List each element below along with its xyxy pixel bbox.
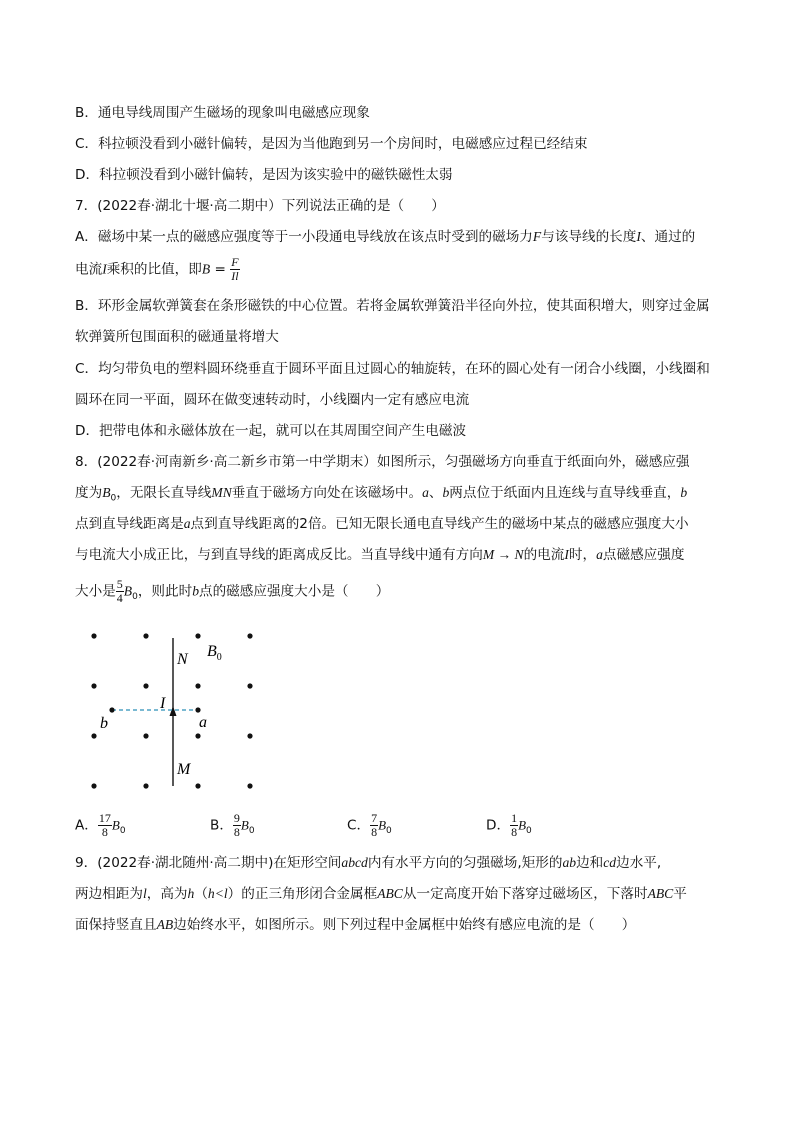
q8-stem-line4: 与电流大小成正比，与到直导线的距离成反比。当直导线中通有方向M → N的电流I时，a点磁感应强度	[75, 547, 685, 563]
point-b-dot	[109, 707, 114, 712]
fraction: $\frac{17}{8}$	[98, 811, 111, 839]
fraction: $\frac{1}{8}$	[511, 811, 518, 839]
label-i: I	[160, 695, 166, 712]
q8-option-d[interactable]: D． $\frac{1}{8}$ $B_0$	[486, 811, 532, 839]
q8-option-c[interactable]: C． $\frac{7}{8}$ $B_0$	[347, 811, 392, 839]
q8-option-b[interactable]: B． $\frac{9}{8}$ $B_0$	[210, 811, 255, 839]
fraction-5-over-4: $\frac{5}{4}$	[116, 577, 123, 605]
fraction: $\frac{9}{8}$	[233, 811, 240, 839]
q6-option-c: C．科拉顿没看到小磁针偏转，是因为当他跑到另一个房间时，电磁感应过程已经结束	[75, 136, 588, 152]
q7-option-b-line1: B．环形金属软弹簧套在条形磁铁的中心位置。若将金属软弹簧沿半径向外拉，使其面积增大，则穿过金属	[75, 298, 710, 314]
q7-option-c-line2: 圆环在同一平面，圆环在做变速转动时，小线圈内一定有感应电流	[75, 392, 470, 408]
q9-stem-line1: 9．(2022春·湖北随州·高二期中)在矩形空间abcd内有水平方向的匀强磁场,矩形的ab边和cd边水平,	[75, 855, 662, 871]
q6-option-d: D．科拉顿没看到小磁针偏转，是因为该实验中的磁铁磁性太弱	[75, 167, 453, 183]
q7-option-b-line2: 软弹簧所包围面积的磁通量将增大	[75, 329, 279, 345]
q8-stem-line5: 大小是 $\frac{5}{4}$ $B_0$，则此时b点的磁感应强度大小是（ ）	[75, 577, 390, 605]
q7-option-d: D．把带电体和永磁体放在一起，就可以在其周围空间产生电磁波	[75, 423, 467, 439]
q9-stem-line3: 面保持竖直且AB边始终水平，如图所示。则下列过程中金属框中始终有感应电流的是（ ）	[75, 917, 636, 933]
q7-stem: 7．(2022春·湖北十堰·高二期中）下列说法正确的是（ ）	[75, 198, 445, 214]
q7-option-c-line1: C．均匀带负电的塑料圆环绕垂直于圆环平面且过圆心的轴旋转，在环的圆心处有一闭合小线圈，小线圈和	[75, 361, 710, 377]
q8-stem-line3: 点到直导线距离是a点到直导线距离的2倍。已知无限长通电直导线产生的磁场中某点的磁感应强度大小	[75, 516, 689, 532]
q7-option-a-line2: 电流I乘积的比值，即B = $\frac{F}{Il}$	[75, 255, 239, 283]
q9-stem-line2: 两边相距为l，高为h（h<l）的正三角形闭合金属框ABC从一定高度开始下落穿过磁场区，下落时ABC平	[75, 886, 687, 902]
label-m: M	[177, 761, 191, 778]
current-arrow-icon	[170, 706, 177, 716]
label-b: b	[100, 715, 108, 732]
q7-option-a-line1: A．磁场中某一点的磁感应强度等于一小段通电导线放在该点时受到的磁场力F与该导线的长度I、通过的	[75, 229, 696, 245]
fraction-f-over-il: $\frac{F}{Il}$	[231, 255, 239, 283]
q8-option-a[interactable]: A． $\frac{17}{8}$ $B_0$	[75, 811, 126, 839]
label-a: a	[199, 714, 207, 731]
magnetic-field-figure	[80, 620, 280, 790]
label-n: N	[177, 651, 188, 668]
q8-stem-line2: 度为$B_0$，无限长直导线MN垂直于磁场方向处在该磁场中。a、b两点位于纸面内且连线与直导线垂直，b	[75, 485, 688, 504]
point-a-dot	[195, 707, 200, 712]
q6-option-b: B．通电导线周围产生磁场的现象叫电磁感应现象	[75, 105, 370, 121]
label-b0: $B_0$	[207, 643, 222, 663]
fraction: $\frac{7}{8}$	[371, 811, 378, 839]
q8-stem-line1: 8．(2022春·河南新乡·高二新乡市第一中学期末）如图所示，匀强磁场方向垂直于纸面向外，磁感应强	[75, 454, 690, 470]
